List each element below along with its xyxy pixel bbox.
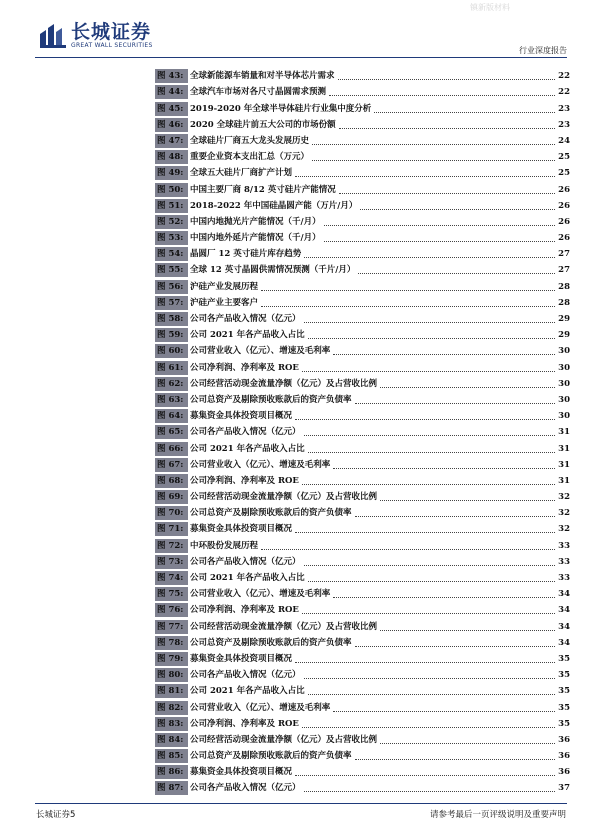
dot-leader	[295, 774, 555, 776]
page-number: 23	[558, 103, 570, 114]
company-logo	[40, 22, 153, 50]
figure-number-label: 图 46:	[155, 118, 188, 132]
figure-title: 公司营业收入（亿元）、增速及毛利率	[190, 702, 331, 713]
figure-title: 公司营业收入（亿元）、增速及毛利率	[190, 589, 331, 600]
figure-title: 公司 2021 年各产品收入占比	[190, 686, 305, 697]
page-number: 35	[558, 718, 570, 729]
toc-entry[interactable]	[155, 601, 570, 617]
figure-title: 公司各产品收入情况（亿元）	[190, 556, 301, 567]
page-number: 35	[558, 686, 570, 697]
toc-entry[interactable]	[155, 83, 570, 99]
dot-leader	[304, 321, 555, 323]
toc-entry[interactable]	[155, 326, 570, 342]
page-number: 35	[558, 702, 570, 713]
toc-entry[interactable]	[155, 67, 570, 83]
dot-leader	[333, 710, 555, 712]
page-number: 34	[558, 637, 570, 648]
toc-entry[interactable]	[155, 245, 570, 261]
dot-leader	[339, 127, 555, 129]
header-divider	[35, 57, 567, 58]
figure-number-label: 图 49:	[155, 166, 188, 180]
dot-leader	[324, 224, 555, 226]
figure-number-label: 图 65:	[155, 425, 188, 439]
dot-leader	[355, 645, 555, 647]
figure-number-label: 图 48:	[155, 150, 188, 164]
page-number: 31	[558, 443, 570, 454]
toc-entry[interactable]	[155, 666, 570, 682]
figure-title: 公司经营活动现金流量净额（亿元）及占营收比例	[190, 734, 378, 745]
toc-entry[interactable]	[155, 294, 570, 310]
figure-title: 2019-2020 年全球半导体硅片行业集中度分析	[190, 103, 372, 114]
page-number: 30	[558, 346, 570, 357]
footer-company-page: 长城证券5	[36, 810, 76, 820]
figure-title: 公司 2021 年各产品收入占比	[190, 573, 305, 583]
dot-leader	[302, 370, 555, 372]
figure-title: 公司总资产及剔除预收账款后的资产负债率	[190, 637, 352, 648]
figure-number-label: 图 43:	[155, 69, 188, 83]
figure-number-label: 图 79:	[155, 652, 188, 666]
toc-entry[interactable]	[155, 391, 570, 407]
figure-title: 公司净利润、净利率及 ROE	[190, 718, 299, 729]
page-number: 32	[558, 508, 570, 519]
dot-leader	[302, 483, 555, 485]
page-number: 33	[558, 573, 570, 583]
figure-number-label: 图 50:	[155, 183, 188, 197]
figure-title: 沪硅产业主要客户	[190, 297, 259, 308]
toc-entry[interactable]	[155, 99, 570, 115]
toc-entry[interactable]	[155, 488, 570, 504]
dot-leader	[308, 451, 555, 453]
figure-title: 募集资金具体投资项目概况	[190, 653, 293, 664]
toc-entry[interactable]	[155, 553, 570, 569]
page-number: 30	[558, 394, 570, 405]
watermark-text: 镇新版材料	[470, 3, 510, 12]
figure-title: 全球五大硅片厂商扩产计划	[190, 168, 293, 179]
figure-number-label: 图 64:	[155, 409, 188, 423]
toc-entry[interactable]	[155, 634, 570, 650]
figure-number-label: 图 87:	[155, 781, 188, 795]
toc-entry[interactable]	[155, 472, 570, 488]
figure-number-label: 图 63:	[155, 393, 188, 407]
page-number: 22	[558, 87, 570, 98]
page-number: 37	[558, 783, 570, 794]
page-number: 26	[558, 184, 570, 195]
figure-number-label: 图 84:	[155, 733, 188, 747]
figure-title: 公司净利润、净利率及 ROE	[190, 605, 299, 616]
figure-title: 中国主要厂商 8/12 英寸硅片产能情况	[190, 184, 336, 195]
dot-leader	[333, 596, 555, 598]
page-number: 26	[558, 233, 570, 244]
dot-leader	[355, 758, 555, 760]
figure-number-label: 图 54:	[155, 247, 188, 261]
page-number: 24	[558, 135, 570, 146]
figure-title: 全球 12 英寸晶圆供需情况预测（千片/月）	[190, 265, 356, 276]
figure-number-label: 图 75:	[155, 587, 188, 601]
toc-entry[interactable]	[155, 116, 570, 132]
page-number: 34	[558, 605, 570, 616]
page-number: 36	[558, 767, 570, 778]
dot-leader	[304, 677, 555, 679]
toc-entry[interactable]	[155, 682, 570, 698]
figure-title: 公司 2021 年各产品收入占比	[190, 443, 305, 454]
footer-divider	[35, 803, 567, 804]
page-number: 31	[558, 459, 570, 470]
page-number: 31	[558, 475, 570, 486]
toc-entry[interactable]	[155, 342, 570, 358]
figure-title: 公司各产品收入情况（亿元）	[190, 427, 301, 438]
dot-leader	[261, 548, 555, 550]
toc-entry[interactable]	[155, 213, 570, 229]
figure-number-label: 图 82:	[155, 701, 188, 715]
page-number: 32	[558, 524, 570, 535]
page-number: 27	[558, 265, 570, 276]
figure-title: 全球硅片厂商五大龙头发展历史	[190, 135, 310, 146]
figure-title: 中环股份发展历程	[190, 540, 259, 551]
figure-title: 募集资金具体投资项目概况	[190, 411, 293, 422]
toc-entry[interactable]	[155, 536, 570, 552]
page-number: 34	[558, 589, 570, 600]
dot-leader	[338, 78, 555, 80]
figure-title: 公司经营活动现金流量净额（亿元）及占营收比例	[190, 378, 378, 389]
toc-entry[interactable]	[155, 715, 570, 731]
toc-entry[interactable]	[155, 358, 570, 374]
toc-entry[interactable]	[155, 180, 570, 196]
figure-number-label: 图 61:	[155, 361, 188, 375]
toc-entry[interactable]	[155, 277, 570, 293]
dot-leader	[302, 612, 555, 614]
toc-entry[interactable]	[155, 423, 570, 439]
toc-entry[interactable]	[155, 763, 570, 779]
figure-number-label: 图 86:	[155, 765, 188, 779]
figure-title: 公司营业收入（亿元）、增速及毛利率	[190, 459, 331, 470]
figure-number-label: 图 56:	[155, 280, 188, 294]
page-number: 36	[558, 734, 570, 745]
logo-english-name: GREAT WALL SECURITIES	[71, 42, 153, 49]
page-number: 35	[558, 653, 570, 664]
toc-entry[interactable]	[155, 456, 570, 472]
dot-leader	[295, 531, 555, 533]
dot-leader	[324, 240, 555, 242]
figure-title: 公司各产品收入情况（亿元）	[190, 314, 301, 324]
toc-entry[interactable]	[155, 650, 570, 666]
toc-entry[interactable]	[155, 617, 570, 633]
dot-leader	[295, 661, 555, 663]
figure-number-label: 图 58:	[155, 312, 188, 326]
figure-number-label: 图 55:	[155, 263, 188, 277]
figure-number-label: 图 76:	[155, 603, 188, 617]
figure-number-label: 图 72:	[155, 539, 188, 553]
figure-title: 中国内地抛光片产能情况（千/月）	[190, 216, 321, 227]
figure-title: 公司各产品收入情况（亿元）	[190, 670, 301, 681]
dot-leader	[304, 790, 555, 792]
dot-leader	[380, 629, 555, 631]
dot-leader	[380, 499, 555, 501]
page-number: 30	[558, 411, 570, 422]
toc-entry[interactable]	[155, 375, 570, 391]
dot-leader	[304, 256, 555, 258]
toc-entry[interactable]	[155, 569, 570, 585]
figure-number-label: 图 51:	[155, 199, 188, 213]
dot-leader	[302, 726, 555, 728]
page-number: 33	[558, 556, 570, 567]
dot-leader	[360, 208, 555, 210]
figure-number-label: 图 52:	[155, 215, 188, 229]
toc-entry[interactable]	[155, 229, 570, 245]
footer-disclaimer: 请参考最后一页评级说明及重要声明	[429, 810, 566, 820]
figure-title: 公司营业收入（亿元）、增速及毛利率	[190, 346, 331, 357]
dot-leader	[295, 175, 555, 177]
dot-leader	[308, 580, 555, 582]
figure-number-label: 图 80:	[155, 668, 188, 682]
dot-leader	[308, 693, 555, 695]
dot-leader	[312, 143, 555, 145]
figure-title: 2018-2022 年中国硅晶圆产能（万片/月）	[190, 200, 358, 211]
dot-leader	[333, 467, 555, 469]
toc-entry[interactable]	[155, 197, 570, 213]
figure-number-label: 图 71:	[155, 522, 188, 536]
figure-number-label: 图 66:	[155, 442, 188, 456]
page-number: 34	[558, 621, 570, 632]
dot-leader	[295, 418, 555, 420]
page-number: 29	[558, 330, 570, 341]
figure-number-label: 图 57:	[155, 296, 188, 310]
figure-title: 公司净利润、净利率及 ROE	[190, 475, 299, 486]
page-number: 27	[558, 249, 570, 260]
dot-leader	[355, 402, 555, 404]
page-number: 35	[558, 670, 570, 681]
figure-number-label: 图 77:	[155, 620, 188, 634]
figure-number-label: 图 60:	[155, 344, 188, 358]
page-number: 31	[558, 427, 570, 438]
figure-number-label: 图 81:	[155, 684, 188, 698]
page-number: 23	[558, 119, 570, 130]
report-type-label: 行业深度报告	[519, 46, 567, 55]
figure-table-of-contents	[155, 67, 570, 795]
page-number: 30	[558, 362, 570, 373]
figure-number-label: 图 68:	[155, 474, 188, 488]
figure-number-label: 图 59:	[155, 328, 188, 342]
figure-title: 公司经营活动现金流量净额（亿元）及占营收比例	[190, 621, 378, 632]
toc-entry[interactable]	[155, 779, 570, 795]
dot-leader	[308, 337, 555, 339]
page-number: 22	[558, 71, 570, 82]
toc-entry[interactable]	[155, 585, 570, 601]
page-number: 25	[558, 168, 570, 179]
figure-title: 晶圆厂 12 英寸硅片库存趋势	[190, 249, 302, 260]
page-number: 30	[558, 378, 570, 389]
figure-number-label: 图 73:	[155, 555, 188, 569]
figure-number-label: 图 45:	[155, 102, 188, 116]
toc-entry[interactable]	[155, 504, 570, 520]
figure-number-label: 图 53:	[155, 231, 188, 245]
figure-title: 公司经营活动现金流量净额（亿元）及占营收比例	[190, 492, 378, 503]
figure-number-label: 图 78:	[155, 636, 188, 650]
toc-entry[interactable]	[155, 310, 570, 326]
figure-title: 公司 2021 年各产品收入占比	[190, 330, 305, 341]
page-number: 26	[558, 200, 570, 211]
figure-title: 公司总资产及剔除预收账款后的资产负债率	[190, 394, 352, 405]
toc-entry[interactable]	[155, 132, 570, 148]
figure-number-label: 图 44:	[155, 85, 188, 99]
toc-entry[interactable]	[155, 261, 570, 277]
figure-number-label: 图 62:	[155, 377, 188, 391]
figure-number-label: 图 47:	[155, 134, 188, 148]
dot-leader	[374, 111, 555, 113]
toc-entry[interactable]	[155, 747, 570, 763]
toc-entry[interactable]	[155, 164, 570, 180]
page-number: 28	[558, 281, 570, 292]
dot-leader	[380, 386, 555, 388]
page-number: 28	[558, 297, 570, 308]
dot-leader	[329, 94, 555, 96]
figure-number-label: 图 67:	[155, 458, 188, 472]
figure-title: 全球汽车市场对各尺寸晶圆需求预测	[190, 87, 327, 98]
figure-title: 公司总资产及剔除预收账款后的资产负债率	[190, 508, 352, 519]
figure-title: 募集资金具体投资项目概况	[190, 524, 293, 535]
dot-leader	[312, 159, 555, 161]
page-number: 29	[558, 314, 570, 324]
toc-entry[interactable]	[155, 407, 570, 423]
great-wall-logo-icon	[40, 24, 66, 48]
figure-number-label: 图 69:	[155, 490, 188, 504]
logo-chinese-name: 长城证券	[71, 21, 152, 43]
dot-leader	[304, 564, 555, 566]
dot-leader	[380, 742, 555, 744]
page-number: 33	[558, 540, 570, 551]
toc-entry[interactable]	[155, 731, 570, 747]
toc-entry[interactable]	[155, 698, 570, 714]
figure-number-label: 图 85:	[155, 749, 188, 763]
figure-title: 2020 全球硅片前五大公司的市场份额	[190, 119, 336, 130]
figure-number-label: 图 83:	[155, 717, 188, 731]
figure-title: 沪硅产业发展历程	[190, 281, 259, 292]
figure-title: 重要企业资本支出汇总（万元）	[190, 152, 310, 163]
dot-leader	[304, 434, 555, 436]
toc-entry[interactable]	[155, 439, 570, 455]
figure-title: 公司总资产及剔除预收账款后的资产负债率	[190, 751, 352, 762]
page-number: 32	[558, 492, 570, 503]
dot-leader	[355, 515, 555, 517]
figure-title: 公司净利润、净利率及 ROE	[190, 362, 299, 373]
figure-title: 全球新能源车销量和对半导体芯片需求	[190, 71, 335, 82]
toc-entry[interactable]	[155, 148, 570, 164]
dot-leader	[261, 305, 555, 307]
figure-title: 中国内地外延片产能情况（千/月）	[190, 233, 321, 244]
page-number: 26	[558, 216, 570, 227]
figure-title: 公司各产品收入情况（亿元）	[190, 783, 301, 794]
figure-title: 募集资金具体投资项目概况	[190, 767, 293, 778]
dot-leader	[333, 353, 555, 355]
dot-leader	[339, 192, 555, 194]
toc-entry[interactable]	[155, 520, 570, 536]
page-number: 25	[558, 152, 570, 163]
figure-number-label: 图 74:	[155, 571, 188, 585]
dot-leader	[261, 289, 555, 291]
page-number: 36	[558, 751, 570, 762]
dot-leader	[358, 272, 555, 274]
figure-number-label: 图 70:	[155, 506, 188, 520]
